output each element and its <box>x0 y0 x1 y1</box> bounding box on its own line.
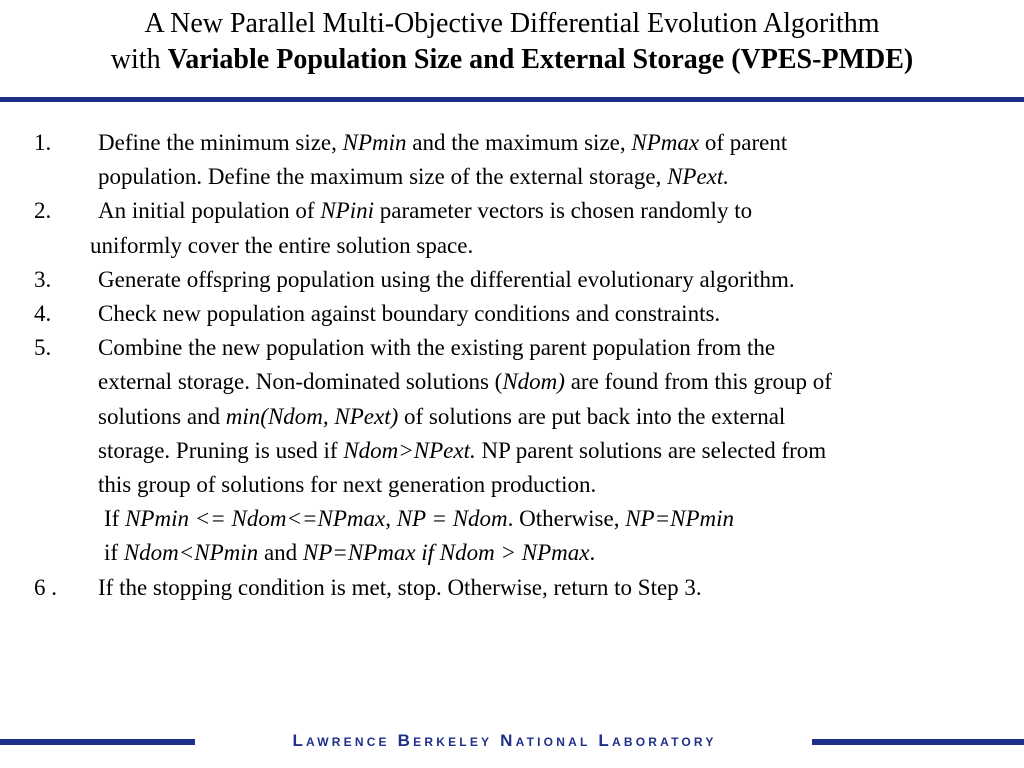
step-text: Combine the new population with the existing parent population from the external storage. Non-dominated solutions (Ndom) are found from this group of solutions and min(Ndom, NPext) of solutions are put back into the external storage. Pruning is used if Ndom>NPext. NP parent solutions are selected from this group of solutions for next generation production. If NPmin <= Ndom<=NPmax, NP = Ndom. Otherwise, NP=NPmin if Ndom<NPmin and NP=NPmax if Ndom > NPmax. <box>98 335 832 566</box>
step-number: 5. <box>34 335 52 361</box>
title-line-2-prefix: with <box>110 44 168 75</box>
step-number: 6 . <box>34 574 57 600</box>
step-number: 1. <box>34 130 52 155</box>
title-line-2 <box>0 42 1024 78</box>
step-4 <box>0 297 1024 331</box>
step-5 <box>0 331 1024 570</box>
step-text: An initial population of NPini parameter vectors is chosen randomly to uniformly cover the entire solution space. <box>90 198 753 258</box>
algorithm-steps <box>0 126 1024 605</box>
step-text: Generate offspring population using the differential evolutionary algorithm. <box>98 266 795 292</box>
step-number: 3. <box>34 266 52 292</box>
step-text: Check new population against boundary conditions and constraints. <box>98 301 721 327</box>
step-text: Define the minimum size, NPmin and the maximum size, NPmax of parent population. Define the maximum size of the external storage, NPext. <box>98 130 788 190</box>
title-line-1: A New Parallel Multi-Objective Differential Evolution Algorithm <box>144 8 880 39</box>
step-2 <box>0 194 1024 262</box>
lab-name: Lawrence Berkeley National Laboratory <box>292 731 717 750</box>
step-1 <box>0 126 1024 194</box>
step-3 <box>0 263 1024 297</box>
step-text: If the stopping condition is met, stop. Otherwise, return to Step 3. <box>98 574 702 600</box>
footer-bar-right <box>812 739 1024 745</box>
footer <box>0 730 1024 752</box>
footer-bar-left <box>0 739 195 745</box>
slide-title <box>0 6 1024 78</box>
step-number: 2. <box>34 198 52 224</box>
step-number: 4. <box>34 301 52 327</box>
title-line-2-bold: Variable Population Size and External Storage (VPES-PMDE) <box>167 44 914 75</box>
title-divider <box>0 97 1024 102</box>
step-6 <box>0 571 1024 605</box>
